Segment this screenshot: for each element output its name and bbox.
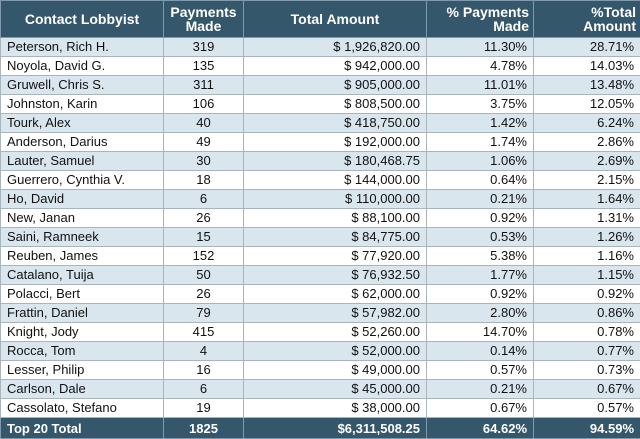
cell-pct-total-amount: 0.77% <box>534 342 640 361</box>
cell-payments-made: 135 <box>164 57 244 76</box>
cell-total-amount: $ 57,982.00 <box>244 304 427 323</box>
cell-lobbyist-name: Ho, David <box>1 190 164 209</box>
cell-pct-total-amount: 0.57% <box>534 399 640 418</box>
cell-pct-total-amount: 13.48% <box>534 76 640 95</box>
cell-pct-payments-made: 11.01% <box>427 76 534 95</box>
total-pct-payments: 64.62% <box>427 418 534 439</box>
header-total-amount-label: Total Amount <box>291 11 380 27</box>
cell-pct-total-amount: 6.24% <box>534 114 640 133</box>
cell-lobbyist-name: Saini, Ramneek <box>1 228 164 247</box>
cell-pct-payments-made: 5.38% <box>427 247 534 266</box>
table-row <box>1 342 640 361</box>
cell-lobbyist-name: Lauter, Samuel <box>1 152 164 171</box>
cell-lobbyist-name: Catalano, Tuija <box>1 266 164 285</box>
cell-payments-made: 18 <box>164 171 244 190</box>
cell-pct-total-amount: 1.15% <box>534 266 640 285</box>
cell-total-amount: $ 88,100.00 <box>244 209 427 228</box>
total-row <box>1 418 640 439</box>
cell-lobbyist-name: Gruwell, Chris S. <box>1 76 164 95</box>
cell-pct-payments-made: 0.92% <box>427 285 534 304</box>
cell-payments-made: 106 <box>164 95 244 114</box>
table-row <box>1 76 640 95</box>
cell-total-amount: $ 905,000.00 <box>244 76 427 95</box>
cell-pct-payments-made: 0.92% <box>427 209 534 228</box>
cell-total-amount: $ 76,932.50 <box>244 266 427 285</box>
header-row <box>1 1 640 38</box>
cell-pct-total-amount: 0.86% <box>534 304 640 323</box>
cell-payments-made: 4 <box>164 342 244 361</box>
cell-pct-total-amount: 12.05% <box>534 95 640 114</box>
cell-total-amount: $ 808,500.00 <box>244 95 427 114</box>
header-payments-line1: Payments <box>170 4 236 20</box>
cell-payments-made: 79 <box>164 304 244 323</box>
table-row <box>1 380 640 399</box>
cell-payments-made: 6 <box>164 380 244 399</box>
header-pct-payments-made <box>427 1 534 38</box>
cell-pct-payments-made: 1.06% <box>427 152 534 171</box>
cell-lobbyist-name: Cassolato, Stefano <box>1 399 164 418</box>
header-pct-total-line1: %Total <box>591 4 636 20</box>
header-total-amount <box>244 1 427 38</box>
table-row <box>1 95 640 114</box>
table-footer <box>1 418 640 439</box>
cell-pct-total-amount: 1.16% <box>534 247 640 266</box>
cell-pct-payments-made: 11.30% <box>427 38 534 57</box>
cell-payments-made: 40 <box>164 114 244 133</box>
cell-lobbyist-name: Frattin, Daniel <box>1 304 164 323</box>
cell-pct-total-amount: 0.67% <box>534 380 640 399</box>
total-label: Top 20 Total <box>1 418 164 439</box>
cell-lobbyist-name: Carlson, Dale <box>1 380 164 399</box>
cell-payments-made: 152 <box>164 247 244 266</box>
total-payments: 1825 <box>164 418 244 439</box>
cell-pct-total-amount: 0.92% <box>534 285 640 304</box>
header-pct-total-line2: Amount <box>583 18 636 34</box>
table-row <box>1 171 640 190</box>
header-contact-lobbyist-label: Contact Lobbyist <box>25 11 139 27</box>
cell-pct-payments-made: 0.21% <box>427 380 534 399</box>
table-row <box>1 285 640 304</box>
cell-lobbyist-name: Rocca, Tom <box>1 342 164 361</box>
cell-lobbyist-name: Anderson, Darius <box>1 133 164 152</box>
table-body <box>1 38 640 418</box>
cell-pct-payments-made: 3.75% <box>427 95 534 114</box>
header-payments-made <box>164 1 244 38</box>
cell-pct-payments-made: 0.21% <box>427 190 534 209</box>
table-header <box>1 1 640 38</box>
table-row <box>1 228 640 247</box>
cell-total-amount: $ 45,000.00 <box>244 380 427 399</box>
cell-payments-made: 15 <box>164 228 244 247</box>
header-pct-payments-line2: Made <box>493 18 529 34</box>
table-row <box>1 190 640 209</box>
cell-pct-total-amount: 2.69% <box>534 152 640 171</box>
cell-pct-payments-made: 1.77% <box>427 266 534 285</box>
cell-lobbyist-name: Johnston, Karin <box>1 95 164 114</box>
table-row <box>1 152 640 171</box>
cell-payments-made: 415 <box>164 323 244 342</box>
cell-lobbyist-name: Guerrero, Cynthia V. <box>1 171 164 190</box>
cell-lobbyist-name: Tourk, Alex <box>1 114 164 133</box>
cell-pct-payments-made: 2.80% <box>427 304 534 323</box>
cell-total-amount: $ 52,000.00 <box>244 342 427 361</box>
cell-pct-payments-made: 14.70% <box>427 323 534 342</box>
header-pct-payments-line1: % Payments <box>447 4 529 20</box>
cell-total-amount: $ 52,260.00 <box>244 323 427 342</box>
cell-payments-made: 50 <box>164 266 244 285</box>
cell-pct-payments-made: 4.78% <box>427 57 534 76</box>
cell-payments-made: 16 <box>164 361 244 380</box>
cell-total-amount: $ 418,750.00 <box>244 114 427 133</box>
cell-lobbyist-name: Knight, Jody <box>1 323 164 342</box>
cell-pct-total-amount: 2.86% <box>534 133 640 152</box>
table-row <box>1 266 640 285</box>
cell-pct-total-amount: 1.64% <box>534 190 640 209</box>
cell-pct-total-amount: 1.26% <box>534 228 640 247</box>
cell-pct-payments-made: 0.53% <box>427 228 534 247</box>
table-row <box>1 323 640 342</box>
cell-pct-total-amount: 0.78% <box>534 323 640 342</box>
cell-pct-total-amount: 2.15% <box>534 171 640 190</box>
table-row <box>1 361 640 380</box>
cell-total-amount: $ 62,000.00 <box>244 285 427 304</box>
cell-payments-made: 19 <box>164 399 244 418</box>
table-row <box>1 57 640 76</box>
cell-pct-payments-made: 1.74% <box>427 133 534 152</box>
cell-total-amount: $ 84,775.00 <box>244 228 427 247</box>
cell-pct-total-amount: 14.03% <box>534 57 640 76</box>
cell-pct-payments-made: 0.14% <box>427 342 534 361</box>
cell-total-amount: $ 144,000.00 <box>244 171 427 190</box>
cell-payments-made: 6 <box>164 190 244 209</box>
cell-pct-payments-made: 0.64% <box>427 171 534 190</box>
cell-pct-total-amount: 28.71% <box>534 38 640 57</box>
cell-payments-made: 319 <box>164 38 244 57</box>
cell-total-amount: $ 1,926,820.00 <box>244 38 427 57</box>
table-row <box>1 209 640 228</box>
table-row <box>1 304 640 323</box>
cell-payments-made: 26 <box>164 285 244 304</box>
table-row <box>1 399 640 418</box>
cell-lobbyist-name: Peterson, Rich H. <box>1 38 164 57</box>
cell-lobbyist-name: Reuben, James <box>1 247 164 266</box>
cell-total-amount: $ 77,920.00 <box>244 247 427 266</box>
cell-total-amount: $ 192,000.00 <box>244 133 427 152</box>
cell-pct-total-amount: 1.31% <box>534 209 640 228</box>
header-payments-line2: Made <box>186 18 222 34</box>
cell-pct-payments-made: 0.57% <box>427 361 534 380</box>
table-row <box>1 38 640 57</box>
cell-pct-payments-made: 0.67% <box>427 399 534 418</box>
cell-total-amount: $ 110,000.00 <box>244 190 427 209</box>
cell-lobbyist-name: Noyola, David G. <box>1 57 164 76</box>
cell-pct-payments-made: 1.42% <box>427 114 534 133</box>
header-contact-lobbyist <box>1 1 164 38</box>
cell-total-amount: $ 49,000.00 <box>244 361 427 380</box>
cell-payments-made: 26 <box>164 209 244 228</box>
cell-total-amount: $ 180,468.75 <box>244 152 427 171</box>
total-pct-total: 94.59% <box>534 418 640 439</box>
cell-total-amount: $ 942,000.00 <box>244 57 427 76</box>
cell-payments-made: 311 <box>164 76 244 95</box>
table-row <box>1 114 640 133</box>
cell-lobbyist-name: Polacci, Bert <box>1 285 164 304</box>
cell-lobbyist-name: New, Janan <box>1 209 164 228</box>
table-row <box>1 133 640 152</box>
header-pct-total-amount <box>534 1 640 38</box>
cell-payments-made: 30 <box>164 152 244 171</box>
cell-lobbyist-name: Lesser, Philip <box>1 361 164 380</box>
total-amount: $6,311,508.25 <box>244 418 427 439</box>
cell-payments-made: 49 <box>164 133 244 152</box>
table-row <box>1 247 640 266</box>
cell-total-amount: $ 38,000.00 <box>244 399 427 418</box>
cell-pct-total-amount: 0.73% <box>534 361 640 380</box>
